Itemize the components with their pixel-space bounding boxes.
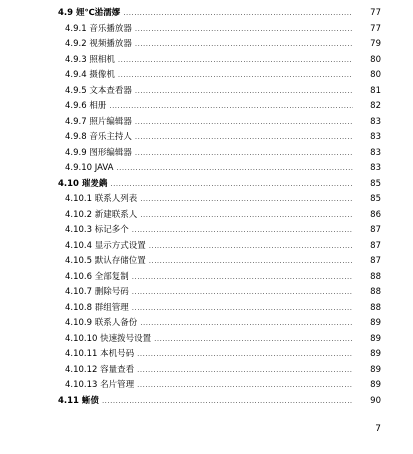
toc-entry-page: 89 (370, 318, 381, 328)
toc-entry[interactable] (0, 6, 413, 22)
toc-entry-page: 85 (370, 194, 381, 204)
toc-leader-dots (118, 68, 353, 84)
toc-entry-label: 4.10 璀夎鐫 (58, 178, 108, 189)
toc-leader-dots (135, 115, 353, 131)
toc-entry-page: 83 (370, 163, 381, 173)
toc-leader-dots (137, 347, 353, 363)
toc-entry-label: 4.10.11 本机号码 (65, 349, 135, 359)
toc-leader-dots (135, 146, 353, 162)
toc-entry-label: 4.10.2 新建联系人 (65, 209, 138, 220)
toc-leader-dots (154, 332, 353, 348)
toc-entry-label: 4.10.10 快速拨号设置 (65, 333, 152, 344)
toc-entry-page: 89 (370, 380, 381, 390)
toc-leader-dots (132, 301, 353, 317)
toc-entry-label: 4.10.4 显示方式设置 (65, 240, 146, 251)
toc-entry-label: 4.9.6 相册 (65, 101, 107, 111)
toc-entry-page: 77 (370, 8, 381, 18)
toc-entry-page: 81 (370, 85, 381, 96)
toc-entry[interactable] (0, 270, 413, 286)
toc-entry[interactable] (0, 146, 413, 162)
toc-entry-label: 4.10.8 群组管理 (65, 302, 129, 313)
toc-entry[interactable] (0, 84, 413, 100)
toc-entry-label: 4.10.7 删除号码 (65, 287, 129, 297)
toc-entry[interactable] (0, 316, 413, 332)
toc-entry-label: 4.10.3 标记多个 (65, 225, 129, 235)
toc-entry-page: 87 (370, 256, 381, 266)
toc-leader-dots (132, 285, 353, 301)
toc-entry-label: 4.10.9 联系人备份 (65, 318, 138, 328)
toc-entry[interactable] (0, 363, 413, 379)
toc-entry-page: 86 (370, 209, 381, 220)
toc-entry-label: 4.10.13 名片管理 (65, 380, 135, 390)
toc-entry[interactable] (0, 192, 413, 208)
toc-entry-page: 82 (370, 101, 381, 111)
toc-entry[interactable] (0, 239, 413, 255)
toc-leader-dots (137, 363, 353, 379)
toc-entry[interactable] (0, 285, 413, 301)
toc-entry-page: 83 (370, 147, 381, 158)
toc-entry[interactable] (0, 68, 413, 84)
toc-entry-page: 83 (370, 116, 381, 127)
toc-entry[interactable] (0, 223, 413, 239)
toc-entry-label: 4.9.1 音乐播放器 (65, 23, 132, 34)
toc-entry-page: 89 (370, 333, 381, 344)
toc-entry[interactable] (0, 161, 413, 177)
toc-entry[interactable] (0, 301, 413, 317)
toc-entry[interactable] (0, 130, 413, 146)
toc-leader-dots (149, 254, 353, 270)
toc-entry[interactable] (0, 53, 413, 69)
toc-leader-dots (140, 316, 353, 332)
toc-entry-page: 90 (370, 395, 381, 406)
toc-leader-dots (116, 161, 353, 177)
toc-entry-label: 4.11 蜥偾 (58, 395, 99, 406)
toc-entry[interactable] (0, 208, 413, 224)
toc-leader-dots (135, 84, 353, 100)
toc-leader-dots (140, 208, 353, 224)
toc-leader-dots (135, 37, 353, 53)
toc-entry-label: 4.9.9 图形编辑器 (65, 147, 132, 158)
toc-entry-label: 4.9.10 JAVA (65, 163, 114, 173)
toc-entry[interactable] (0, 177, 413, 193)
toc-leader-dots (149, 239, 353, 255)
toc-entry[interactable] (0, 347, 413, 363)
toc-entry[interactable] (0, 394, 413, 410)
toc-entry-label: 4.9.2 视频播放器 (65, 39, 132, 49)
toc-entry-page: 88 (370, 302, 381, 313)
toc-leader-dots (109, 99, 353, 115)
toc-entry-page: 79 (370, 39, 381, 49)
toc-entry-page: 88 (370, 271, 381, 282)
table-of-contents (0, 6, 413, 409)
toc-entry-page: 85 (370, 178, 381, 189)
toc-entry-label: 4.9.4 摄像机 (65, 70, 115, 80)
toc-entry-label: 4.10.12 容量查看 (65, 364, 135, 375)
toc-entry-label: 4.9.5 文本查看器 (65, 85, 132, 96)
toc-leader-dots (110, 177, 353, 193)
toc-entry-page: 87 (370, 240, 381, 251)
toc-entry-page: 89 (370, 364, 381, 375)
toc-leader-dots (132, 223, 353, 239)
toc-entry-page: 87 (370, 225, 381, 235)
toc-leader-dots (135, 130, 353, 146)
toc-entry[interactable] (0, 115, 413, 131)
toc-leader-dots (135, 22, 353, 38)
toc-entry-label: 4.9.3 照相机 (65, 54, 115, 65)
toc-entry-label: 4.10.6 全部复制 (65, 271, 129, 282)
toc-entry-page: 88 (370, 287, 381, 297)
toc-entry[interactable] (0, 254, 413, 270)
toc-entry-page: 83 (370, 132, 381, 142)
toc-entry-page: 89 (370, 349, 381, 359)
toc-leader-dots (137, 378, 353, 394)
toc-entry[interactable] (0, 37, 413, 53)
toc-entry-label: 4.10.1 联系人列表 (65, 194, 138, 204)
toc-entry-label: 4.9.7 照片编辑器 (65, 116, 132, 127)
toc-leader-dots (102, 394, 353, 410)
toc-entry[interactable] (0, 378, 413, 394)
toc-leader-dots (118, 53, 353, 69)
toc-leader-dots (140, 192, 353, 208)
toc-entry-label: 4.10.5 默认存储位置 (65, 256, 146, 266)
toc-entry-label: 4.9.8 音乐主持人 (65, 132, 132, 142)
toc-entry[interactable] (0, 332, 413, 348)
toc-entry[interactable] (0, 22, 413, 38)
toc-entry-page: 80 (370, 70, 381, 80)
toc-entry-label: 4.9 娌℃湁濡嫪 (58, 8, 121, 18)
toc-entry-page: 80 (370, 54, 381, 65)
toc-leader-dots (123, 6, 353, 22)
toc-entry[interactable] (0, 99, 413, 115)
toc-entry-page: 77 (370, 23, 381, 34)
toc-leader-dots (132, 270, 353, 286)
page-number: 7 (375, 424, 381, 434)
